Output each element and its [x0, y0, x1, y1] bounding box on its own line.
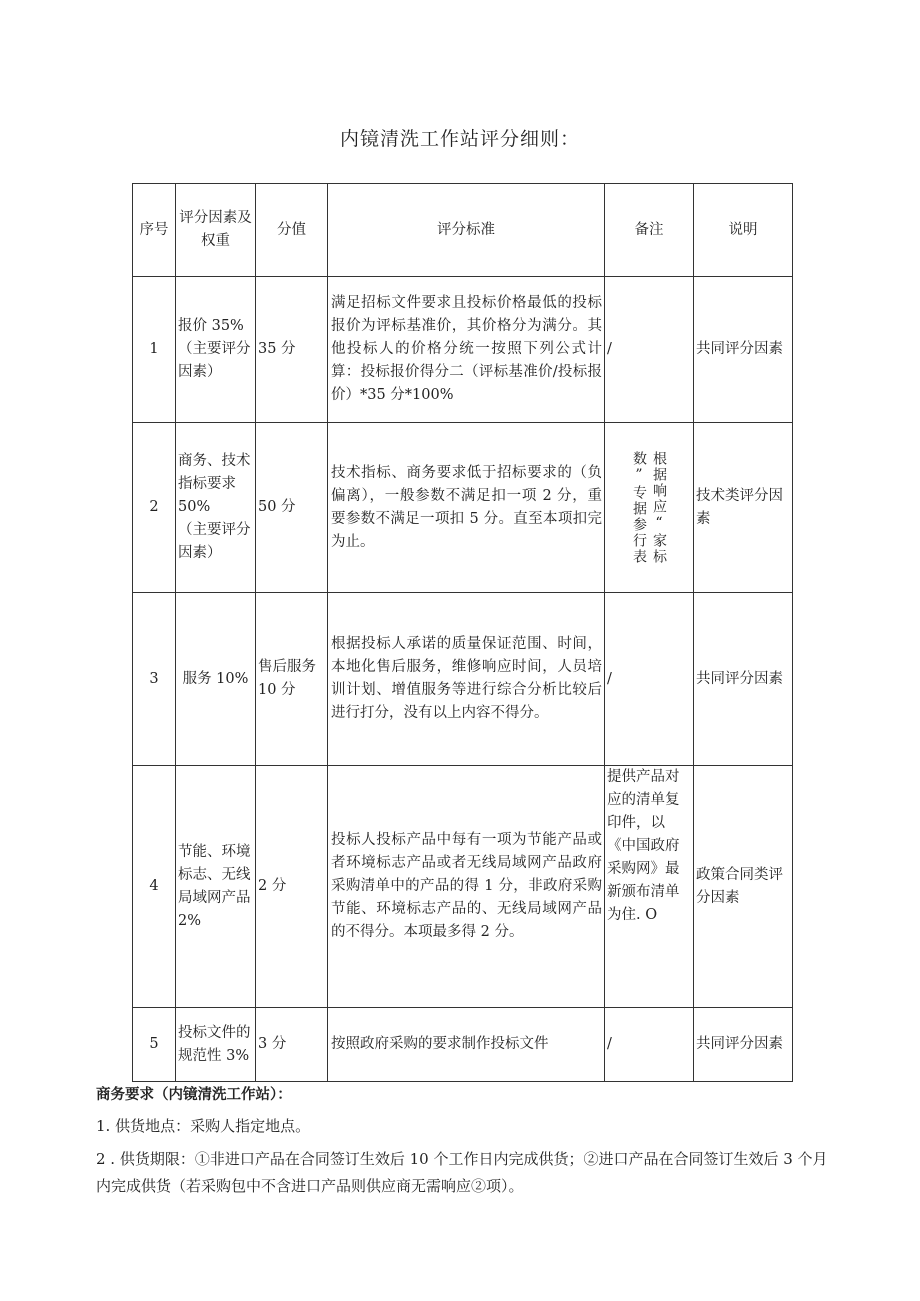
row-score: 50 分	[256, 423, 328, 593]
row-desc: 共同评分因素	[694, 593, 793, 766]
row-factor	[176, 1008, 256, 1082]
factor-label: 商务、技术指标要求 50%	[178, 453, 251, 515]
header-standard: 评分标准	[328, 184, 605, 277]
table-row	[133, 423, 793, 593]
row-score: 2 分	[256, 766, 328, 1008]
row-standard: 投标人投标产品中每有一项为节能产品或者环境标志产品或者无线局域网产品政府采购清单中的产品的得 1 分，非政府采购节能、环境标志产品的、无线局域网产品的不得分。本项最多得 2 分。	[328, 766, 605, 1008]
row-note: 提供产品对应的清单复印件，以《中国政府采购网》最新颁布清单为住. O	[605, 766, 694, 1008]
row-no: 5	[133, 1008, 176, 1082]
factor-label: 投标文件的规范性 3%	[178, 1024, 251, 1064]
row-no: 2	[133, 423, 176, 593]
row-score: 3 分	[256, 1008, 328, 1082]
header-note: 备注	[605, 184, 694, 277]
row-no: 1	[133, 277, 176, 423]
row-no: 4	[133, 766, 176, 1008]
business-item-location: 1. 供货地点：采购人指定地点。	[96, 1117, 311, 1135]
header-desc: 说明	[694, 184, 793, 277]
row-note	[605, 423, 694, 593]
vertical-note-text: 根据响应“家标数”专据参行表	[631, 450, 667, 565]
factor-sub-label: （主要评分因素）	[178, 522, 251, 561]
row-score: 35 分	[256, 277, 328, 423]
scoring-table	[132, 183, 793, 1082]
row-standard: 根据投标人承诺的质量保证范围、时间，本地化售后服务，维修响应时间，人员培训计划、增值服务等进行综合分析比较后进行打分，没有以上内容不得分。	[328, 593, 605, 766]
row-note: /	[605, 593, 694, 766]
factor-label: 服务 10%	[182, 670, 249, 687]
row-standard: 技术指标、商务要求低于招标要求的（负偏离），一般参数不满足扣一项 2 分，重要参数不满足一项扣 5 分。直至本项扣完为止。	[328, 423, 605, 593]
row-standard: 按照政府采购的要求制作投标文件	[328, 1008, 605, 1082]
row-desc: 共同评分因素	[694, 277, 793, 423]
row-desc: 技术类评分因素	[694, 423, 793, 593]
row-standard: 满足招标文件要求且投标价格最低的投标报价为评标基准价，其价格分为满分。其他投标人的价格分统一按照下列公式计算：投标报价得分二（评标基准价/投标报价）*35 分*100%	[328, 277, 605, 423]
header-no: 序号	[133, 184, 176, 277]
page-title: 内镜清洗工作站评分细则：	[339, 128, 580, 150]
row-desc: 共同评分因素	[694, 1008, 793, 1082]
business-heading: 商务要求（内镜清洗工作站）：	[96, 1087, 292, 1103]
factor-sub-label: （主要评分因素）	[178, 341, 251, 380]
factor-label: 节能、环境标志、无线局域网产品 2%	[178, 843, 251, 929]
business-item-delivery: 2 . 供货期限：①非进口产品在合同签订生效后 10 个工作日内完成供货；②进口产品在合同签订生效后 3 个月内完成供货（若采购包中不含进口产品则供应商无需响应②项）。	[96, 1150, 828, 1195]
factor-label: 报价 35%	[178, 318, 244, 334]
row-note: /	[605, 1008, 694, 1082]
header-score: 分值	[256, 184, 328, 277]
row-factor	[176, 593, 256, 766]
row-factor	[176, 277, 256, 423]
table-row	[133, 1008, 793, 1082]
table-row	[133, 766, 793, 1008]
row-desc: 政策合同类评分因素	[694, 766, 793, 1008]
table-row	[133, 593, 793, 766]
header-factor: 评分因素及权重	[176, 184, 256, 277]
row-note: /	[605, 277, 694, 423]
table-header-row	[133, 184, 793, 277]
row-score: 售后服务 10 分	[256, 593, 328, 766]
table-row	[133, 277, 793, 423]
row-factor	[176, 423, 256, 593]
row-no: 3	[133, 593, 176, 766]
row-factor	[176, 766, 256, 1008]
